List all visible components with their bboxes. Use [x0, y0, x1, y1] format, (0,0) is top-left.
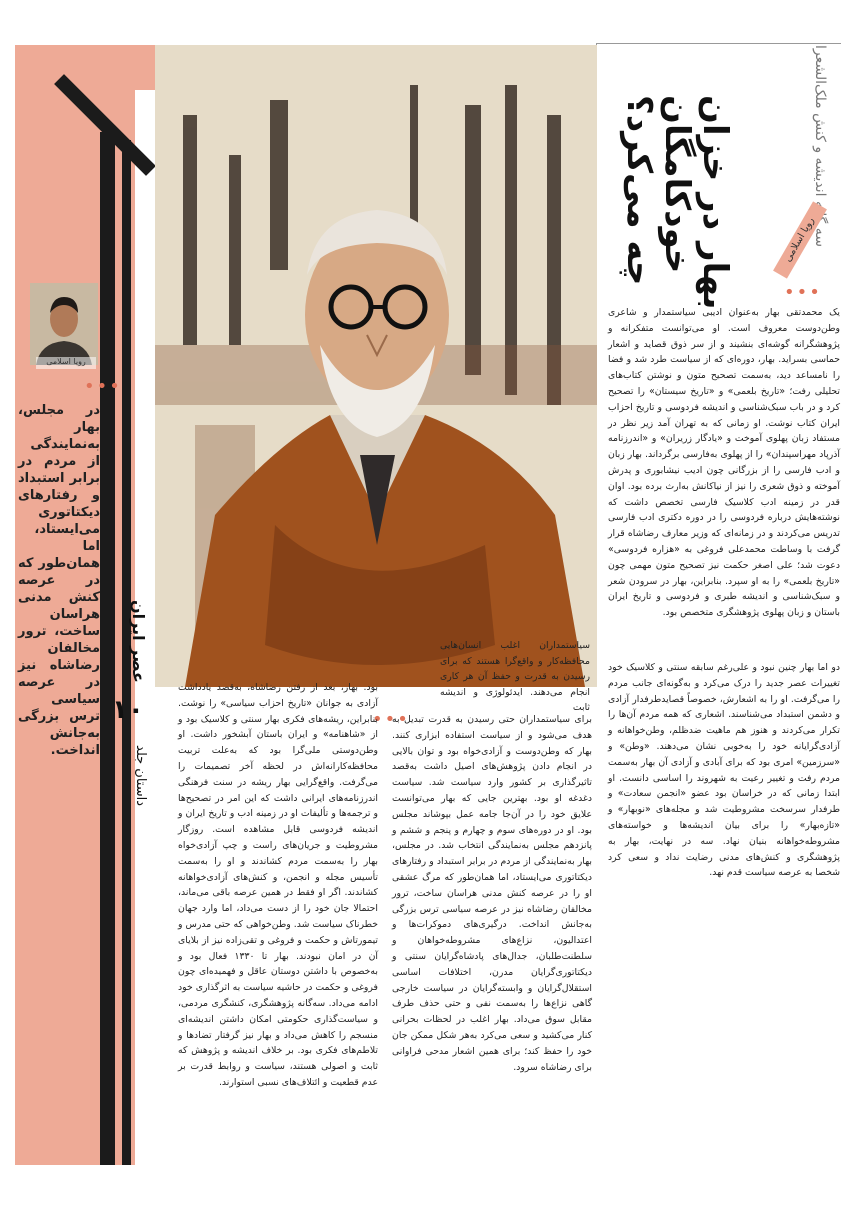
column-dots-icon: ••• — [372, 709, 410, 730]
portrait-painting — [155, 45, 597, 687]
section-dots-icon: ••• — [784, 282, 822, 303]
title-line: خودکامگان — [657, 95, 697, 274]
article-column-middle: برای سیاستمداران حتی رسیدن به قدرت تبدیل به هدف می‌شود و از سیاست استفاده ابزاری کنند. بهار که وطن‌دوست و آزادی‌خواه بود و توان بالایی در انجام دادن پژوهش‌های اصیل داشت به‌قصد تاثیرگذاری بر کشور وارد سیاست شد. سیاست دغدغه او بود. بهترین جایی که بهار می‌توانست علایق خود را در آن‌جا جامه عمل بپوشاند مجلس بود. او در دوره‌های سوم و چهارم و پنجم و ششم و پانزدهم مجلس به‌نمایندگی انتخاب شد. در مجلس، بهار به‌نمایندگی از مردم در برابر استبداد و رفتارهای دیکتاتوری می‌ایستاد، اما همان‌طور که مرگ عشقی او را در عرصه کنش مدنی هراسان ساخت، ترور مخالفان رضاشاه نیز در عرصه سیاسی ترس بزرگی به‌جانش انداخت. درگیری‌های دموکرات‌ها و اعتدالیون، نزاع‌های مشروطه‌خواهان و سلطنت‌طلبان، جدال‌های پادشاه‌گرایان سنتی و دیکتاتوری‌گرایان مدرن، اختلافات اساسی استقلال‌گرایان و وابسته‌گرایان در سیاست خارجی گاهی نزاع‌ها را به‌سمت نفی و حتی حذف طرف مقابل سوق می‌داد. بهار اغلب در لحظات بحرانی کنار می‌کشید و سعی می‌کرد به‌هر شکل ممکن جان خود را حفظ کند؛ برای همین اشعار مدحی فراوانی برای رضاشاه سرود. — [392, 714, 592, 1073]
title-line: چه می‌کرد؟ — [619, 95, 659, 286]
kicker-text: سه گانه اندیشه و کنش ملک‌الشعرا — [812, 45, 828, 248]
author-photo — [30, 283, 98, 365]
photo-caption: رویا اسلامی — [36, 357, 96, 369]
pull-quote: در مجلس، بهار به‌نمایندگی از مردم در برابر استبداد و رفتارهای دیکتاتوری می‌ایستاد، اما همان‌طور که در عرصه کنش مدنی هراسان ساخت، ترور مخالفان رضاشاه نیز در عرصه سیاسی ترس بزرگی به‌جانش انداخت. — [18, 403, 100, 758]
title-line: بهار در خزان — [695, 95, 735, 310]
sidebar-dots-icon: ••• — [84, 376, 122, 397]
image-caption: سیاستمداران اغلب انسان‌هایی محافظه‌کار و واقع‌گرا هستند که برای رسیدن به قدرت و حفظ آن هر کاری انجام می‌دهند. ایدئولوژی و اندیشه ثابت — [440, 640, 590, 713]
article-column-right-lower: دو اما بهار چنین نبود و علی‌رغم سابقه سنتی و کلاسیک خود تغییرات عصر جدید را درک می‌کرد و به‌گونه‌ای جانب مردم را می‌گرفت. او را به اشعارش، خصوصاً قصایدطرفدار آزادی و دشمن استبداد می‌شناسند. اشعاری که همه مردم آن‌ها را تکرار می‌کردند و هنوز هم ماهیت ضدظلم، وطن‌خواهانه و آزادی‌گرایانه خود را به‌خوبی نشان می‌دهند. «وطن» و «سرزمین» امری بود که برای آبادی و آزادی آن بهار به‌سمت مردم رفت و تغییر رعیت به شهروند را اساسی دانست. او ابتدا زمانی که در خراسان بود عضو «انجمن سعادت» و طرفدار سرسخت مشروطیت شد و مجله‌های «نوبهار» و «تازه‌بهار» را برای بیان اندیشه‌ها و خواسته‌های مشروطه‌خواهانه بنیان نهاد. سه در نهایت، بهار به پژوهشگری و کنش‌های مدنی رضایت نداد و سعی کرد شخصا به عرصه سیاست قدم نهد. — [608, 662, 840, 879]
section-label: داستان جلد — [133, 745, 148, 807]
title-box-border-top — [596, 43, 841, 44]
page-number: ۱۰ — [112, 695, 144, 725]
page-title — [620, 95, 734, 335]
article-column-right: یک محمدتقی بهار به‌عنوان ادیبی سیاستمدار و شاعری وطن‌دوست معروف است. او می‌توانست متفکرانه و پژوهشگرانه گوشه‌ای بنشیند و از سر ذوق قصاید و اشعار حماسی بسراید. بهار، دوره‌ای که از سیاست طرد شد و فضا را نامساعد دید، به‌سمت تصحیح متون و نوشتن کتاب‌های تحلیلی رفت؛ «تاریخ بلعمی» و «تاریخ سیستان» را تصحیح کرد و در باب سبک‌شناسی و اندیشه فردوسی و تاریخ احزاب ایران کتاب نوشت. او زمانی که به تهران آمد زیر نظر در مستفاد زبان پهلوی آموخت و «یادگار زریران» و «اندرزنامه آذرپاد مهراسپندان» را از پهلوی به‌فارسی برگرداند. بهار زبان و ادب فارسی را از بزرگانی چون ادیب نیشابوری و پدرش آموخته و ذوق شعری را نیز از نیاکانش به‌ارث برده بود. اوان قدر در زمینه ادب کلاسیک فارسی تخصص داشت که نوشته‌هایش درباره فردوسی را در دوره دکتری ادب فارسی تدریس می‌کردند و در زمانه‌ای که وزیر معارف رضاشاه قرار گرفت با وساطت محمدعلی فروغی به «هزاره فردوسی» دعوت شد؛ علی اصغر حکمت نیز تصحیح متون مهمی چون «تاریخ بلعمی» را به او سپرد. بنابراین، بهار در سرودن شعر و سبک‌شناسی و اندیشه طبری و فردوسی و تاریخ ایران باستان و زبان پهلوی پژوهشگری متخصص بود. — [608, 307, 840, 619]
magazine-logo: عصر ایران — [129, 600, 148, 683]
article-column-left: بود. بهار، بعد از رفتن رضاشاه، به‌قصد یادداشت آزادی به جوانان «تاریخ احزاب سیاسی» را نوشت. بنابراین، ریشه‌های فکری بهار سنتی و کلاسیک بود و از «شاهنامه» و ایران باستان آبشخور داشت. او وطن‌دوستی ملی‌گرا بود که به‌علت تربیت محافظه‌کارانه‌اش در لحظه آخر تصمیمات را می‌گرفت. واقع‌گرایی بهار ریشه در سنت فرهنگی اندرزنامه‌های ایرانی داشت که این امر در تصحیح‌ها و ترجمه‌ها و تألیفات او در زمینه ادب و تاریخ ایران و اندیشه فردوسی قابل مشاهده است. روزگار مشروطیت و جریان‌های راست و چپ آزادی‌خواه بهار را به‌سمت مردم کشاندند و او را به‌سمت تأسیس مجله و انجمن، و کنش‌های آزادی‌خواهانه کشاندند. اگر او فقط در همین عرصه باقی می‌ماند، احتمالا جان خود را از دست می‌داد، اما وارد جهان خطرناک سیاست شد. وطن‌خواهی که حتی مدرس و تیمورتاش و حکمت و فروغی و تقی‌زاده نیز از بلایای آن در امان نبودند. بهار تا ۱۳۳۰ فعال بود و به‌خصوص با داشتن دوستان عاقل و فهمیده‌ای چون فروغی و حکمت در حاشیه سیاست به اثرگذاری خود ادامه می‌داد. سه‌گانه پژوهشگری، کنشگری مردمی، و سیاست‌گذاری حکومتی امکان داشتن اندیشه‌ای منسجم را کاهش می‌داد و بهار نیز گرفتار تضادها و تلاطم‌های فکری بود. بر خلاف اندیشه و پژوهش که ثابت و اصولی هستند، سیاست و روابط قدرت بر عدم قطعیت و ائتلاف‌های نسبی استوارند. — [178, 682, 378, 1088]
author-name: رویا اسلامی — [782, 215, 817, 264]
